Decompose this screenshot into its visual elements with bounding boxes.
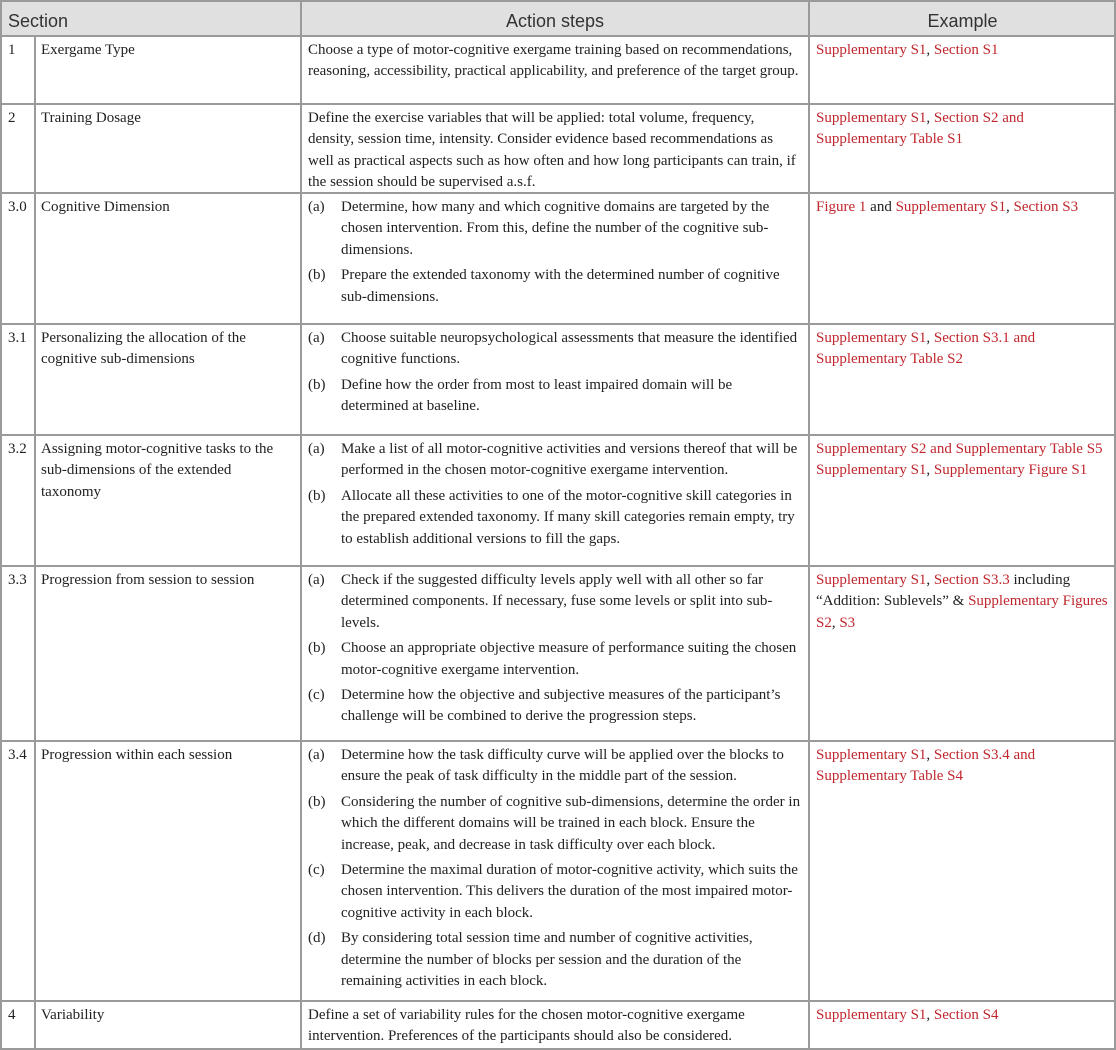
header-section: Section [8,11,69,31]
row-action-steps [308,745,802,992]
table-rule [0,1000,1116,1002]
row-example [816,1005,1108,1026]
example-reference-link[interactable]: Supplementary S1 [895,199,1006,215]
example-reference-link[interactable]: Section S3 [1013,199,1079,215]
action-item-label: (a) [308,441,325,457]
row-action-steps: Define the exercise variables that will be applied: total volume, frequency, density, session time, intensity. Consider evidence based recommendations as well as practical aspects such as how often and how long participants can train, if the session should be supervised a.s.f. [308,110,796,191]
example-reference-link[interactable]: Section S3.1 and Supplementary Table S2 [816,330,1036,368]
action-item [308,570,802,634]
action-item-text: Determine how the task difficulty curve will be applied over the blocks to ensure the peak of task difficulty in the middle part of the session. [341,747,784,785]
example-text: , [926,110,934,126]
example-text: , [1006,199,1014,215]
row-section: Progression within each session [41,747,233,763]
action-item [308,792,802,856]
row-example [816,197,1108,218]
row-action-steps [308,439,802,550]
row-example [816,570,1108,634]
example-reference-link[interactable]: Section S4 [933,1007,999,1023]
table-rule [0,0,1116,2]
action-item-label: (b) [308,376,326,393]
action-item-label: (b) [308,793,326,810]
action-item-text: Check if the suggested difficulty levels apply well with all other so far determined components. If necessary, fuse some levels or split into sub-levels. [341,572,773,631]
example-text: , [926,1007,934,1023]
example-text: , [831,614,840,631]
example-text: , [926,747,934,763]
action-item [308,685,802,728]
example-reference-link[interactable]: Supplementary Figure S1 [933,462,1088,479]
row-section: Progression from session to session [41,572,255,588]
example-text: including “Addition: Sublevels” & [816,572,1071,610]
action-item-text: Make a list of all motor-cognitive activities and versions thereof that will be performed in the chosen motor-cognitive exergame intervention. [341,441,798,479]
row-action-steps [308,328,802,418]
example-text: and [866,199,896,215]
action-item [308,375,802,418]
row-number: 3.3 [8,572,27,588]
table-rule [0,565,1116,567]
table-rule [0,434,1116,436]
action-item-text: Determine how the objective and subjective measures of the participant’s challenge will be combined to derive the progression steps. [341,687,781,725]
row-section: Cognitive Dimension [41,199,170,215]
row-number: 2 [8,110,16,126]
action-item [308,928,802,992]
row-action-steps: Define a set of variability rules for the chosen motor-cognitive exergame intervention. Preferences of the participants should also be considered. [308,1007,745,1045]
header-example: Example [927,11,998,31]
action-item-text: By considering total session time and number of cognitive activities, determine the number of blocks per session and the duration of the remaining activities in each block. [341,930,753,990]
example-reference-link[interactable]: Figure 1 [816,199,867,215]
example-reference-link[interactable]: S3 [839,614,856,631]
row-number: 3.1 [8,330,27,346]
action-item [308,860,802,924]
row-action-steps [308,570,802,728]
example-reference-link[interactable]: Supplementary S1 [816,1007,927,1023]
row-section: Training Dosage [41,110,141,126]
row-section: Assigning motor-cognitive tasks to the sub-dimensions of the extended taxonomy [41,441,274,500]
row-example [816,439,1108,482]
header-action-steps: Action steps [505,11,605,31]
action-item-text: Prepare the extended taxonomy with the determined number of cognitive sub-dimensions. [341,267,780,305]
action-item-label: (b) [308,267,326,284]
example-reference-link[interactable]: Section S3.3 [933,572,1010,588]
row-example [816,40,1108,61]
table-rule [0,0,2,1050]
action-item-text: Choose suitable neuropsychological assessments that measure the identified cognitive functions. [341,330,798,368]
action-item [308,439,802,482]
example-text: , [926,42,934,58]
action-item-label: (c) [308,687,325,704]
table-rule [0,103,1116,105]
example-reference-link[interactable]: Supplementary S1 [816,330,927,346]
example-reference-link[interactable]: Section S1 [933,42,999,58]
example-reference-link[interactable]: Supplementary S1 [816,747,927,763]
row-number: 1 [8,42,16,58]
example-text: , [926,462,934,479]
row-section: Exergame Type [41,42,135,58]
action-item-label: (b) [308,640,326,657]
table-rule [34,35,36,1048]
example-text: , [926,330,934,346]
row-section: Variability [41,1007,105,1023]
table-rule [0,740,1116,742]
action-item-text: Determine the maximal duration of motor-cognitive activity, which suits the chosen intervention. This delivers the duration of the most impaired motor-cognitive activity in each block. [341,862,798,921]
action-item [308,486,802,550]
table-rule [808,0,810,1050]
action-item [308,197,802,261]
action-item [308,745,802,788]
action-item-label: (a) [308,747,325,763]
action-item-text: Considering the number of cognitive sub-dimensions, determine the order in which the different domains will be trained in each block. Ensure the increase, peak, and decrease in task difficulty over each block. [341,793,801,853]
table-rule [0,323,1116,325]
row-action-steps: Choose a type of motor-cognitive exergame training based on recommendations, reasoning, accessibility, practical applicability, and preference of the target group. [308,42,799,80]
action-item-label: (a) [308,330,325,346]
example-reference-link[interactable]: Supplementary S1 [816,572,927,588]
action-item-label: (d) [308,930,326,947]
action-item [308,638,802,681]
example-reference-link[interactable]: Supplementary S1 [816,110,927,126]
example-reference-link[interactable]: Supplementary S2 and Supplementary Table S5 Supplementary S1 [816,441,1103,479]
row-example [816,745,1108,788]
table-rule [300,0,302,1050]
action-item [308,265,802,308]
row-number: 3.0 [8,199,27,215]
example-reference-link[interactable]: Section S2 and Supplementary Table S1 [816,110,1024,148]
action-item-label: (b) [308,487,326,504]
action-item-label: (a) [308,199,325,215]
example-reference-link[interactable]: Supplementary S1 [816,42,927,58]
example-reference-link[interactable]: Section S3.4 and Supplementary Table S4 [816,747,1036,785]
row-section: Personalizing the allocation of the cognitive sub-dimensions [41,330,246,368]
row-action-steps [308,197,802,308]
row-number: 3.2 [8,441,27,457]
action-item-label: (c) [308,862,325,879]
row-number: 3.4 [8,747,27,763]
row-example [816,328,1108,371]
row-example [816,108,1108,151]
action-item-text: Allocate all these activities to one of the motor-cognitive skill categories in the prepared extended taxonomy. If many skill categories remain empty, try to establish additional versions to fill the gaps. [341,487,795,547]
action-item [308,328,802,371]
action-item-text: Choose an appropriate objective measure of performance suiting the chosen motor-cognitive exergame intervention. [341,640,797,678]
action-item-text: Define how the order from most to least impaired domain will be determined at baseline. [341,376,733,415]
example-text: , [926,572,934,588]
action-item-text: Determine, how many and which cognitive domains are targeted by the chosen intervention. From this, define the number of the cognitive sub-dimensions. [341,199,770,258]
action-item-label: (a) [308,572,325,588]
row-number: 4 [8,1007,16,1023]
example-reference-link[interactable]: Supplementary Figures S2 [816,593,1108,631]
table-rule [0,35,1116,37]
